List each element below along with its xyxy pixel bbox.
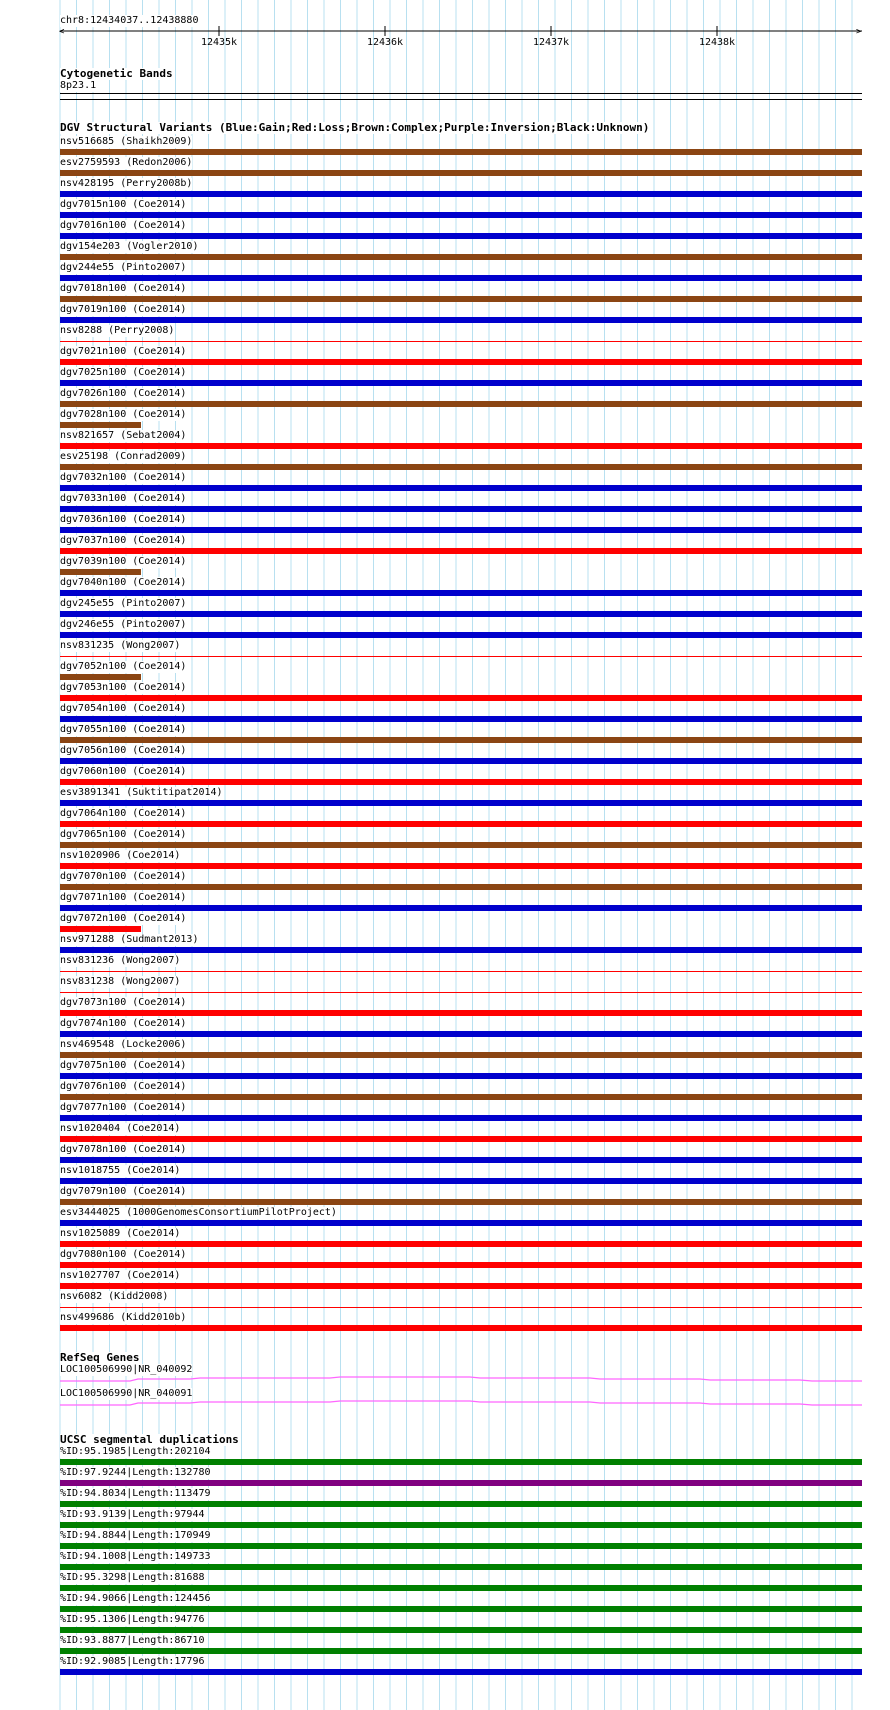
dgv-item-label[interactable]: nsv516685 (Shaikh2009) <box>60 136 193 147</box>
dgv-variant-bar[interactable] <box>60 695 862 701</box>
dgv-item-label[interactable]: dgv154e203 (Vogler2010) <box>60 241 199 252</box>
dgv-variant-bar[interactable] <box>60 1157 862 1163</box>
dgv-variant-bar[interactable] <box>60 926 141 932</box>
segdup-item-label[interactable]: %ID:94.8844|Length:170949 <box>60 1530 211 1541</box>
dgv-item-label[interactable]: nsv1025089 (Coe2014) <box>60 1228 181 1239</box>
dgv-item-label[interactable]: esv3891341 (Suktitipat2014) <box>60 787 223 798</box>
segdup-item-label[interactable]: %ID:97.9244|Length:132780 <box>60 1467 211 1478</box>
dgv-variant-bar[interactable] <box>60 464 862 470</box>
dgv-item-label[interactable]: dgv7037n100 (Coe2014) <box>60 535 187 546</box>
dgv-item-label[interactable]: dgv7060n100 (Coe2014) <box>60 766 187 777</box>
dgv-item-label[interactable]: nsv499686 (Kidd2010b) <box>60 1312 187 1323</box>
segdup-bar[interactable] <box>60 1459 862 1465</box>
dgv-item-label[interactable]: dgv7079n100 (Coe2014) <box>60 1186 187 1197</box>
dgv-variant-bar[interactable] <box>60 1325 862 1331</box>
dgv-variant-bar[interactable] <box>60 527 862 533</box>
dgv-item-label[interactable]: dgv7033n100 (Coe2014) <box>60 493 187 504</box>
segdup-item-label[interactable]: %ID:94.1008|Length:149733 <box>60 1551 211 1562</box>
dgv-item-label[interactable]: dgv7036n100 (Coe2014) <box>60 514 187 525</box>
dgv-variant-bar[interactable] <box>60 656 862 657</box>
dgv-variant-bar[interactable] <box>60 992 862 993</box>
dgv-item-label[interactable]: dgv7021n100 (Coe2014) <box>60 346 187 357</box>
dgv-variant-bar[interactable] <box>60 569 141 575</box>
dgv-item-label[interactable]: dgv7026n100 (Coe2014) <box>60 388 187 399</box>
coordinate-ruler <box>0 0 890 60</box>
dgv-variant-bar[interactable] <box>60 1220 862 1226</box>
segdup-track-title: UCSC segmental duplications <box>60 1433 239 1446</box>
dgv-variant-bar[interactable] <box>60 149 862 155</box>
dgv-item-label[interactable]: dgv7071n100 (Coe2014) <box>60 892 187 903</box>
dgv-variant-bar[interactable] <box>60 590 862 596</box>
dgv-item-label[interactable]: dgv7073n100 (Coe2014) <box>60 997 187 1008</box>
segdup-bar[interactable] <box>60 1564 862 1570</box>
dgv-variant-bar[interactable] <box>60 1094 862 1100</box>
ruler-tick-label: 12436k <box>366 37 404 48</box>
dgv-variant-bar[interactable] <box>60 548 862 554</box>
segdup-bar[interactable] <box>60 1585 862 1591</box>
dgv-variant-bar[interactable] <box>60 1136 862 1142</box>
dgv-item-label[interactable]: dgv7055n100 (Coe2014) <box>60 724 187 735</box>
dgv-item-label[interactable]: dgv245e55 (Pinto2007) <box>60 598 187 609</box>
dgv-variant-bar[interactable] <box>60 1073 862 1079</box>
dgv-item-label[interactable]: dgv7018n100 (Coe2014) <box>60 283 187 294</box>
dgv-item-label[interactable]: dgv7016n100 (Coe2014) <box>60 220 187 231</box>
dgv-variant-bar[interactable] <box>60 233 862 239</box>
dgv-item-label[interactable]: dgv7077n100 (Coe2014) <box>60 1102 187 1113</box>
dgv-variant-bar[interactable] <box>60 254 862 260</box>
dgv-item-label[interactable]: dgv7072n100 (Coe2014) <box>60 913 187 924</box>
segdup-item-label[interactable]: %ID:95.1985|Length:202104 <box>60 1446 211 1457</box>
dgv-variant-bar[interactable] <box>60 506 862 512</box>
dgv-item-label[interactable]: nsv821657 (Sebat2004) <box>60 430 187 441</box>
dgv-item-label[interactable]: dgv7054n100 (Coe2014) <box>60 703 187 714</box>
dgv-item-label[interactable]: dgv7075n100 (Coe2014) <box>60 1060 187 1071</box>
ruler-position-label: chr8:12434037..12438880 <box>60 15 199 26</box>
dgv-item-label[interactable]: dgv7076n100 (Coe2014) <box>60 1081 187 1092</box>
cytoband-label: 8p23.1 <box>60 80 97 91</box>
track-separator <box>60 99 862 100</box>
dgv-variant-bar[interactable] <box>60 971 862 972</box>
dgv-variant-bar[interactable] <box>60 422 141 428</box>
cytoband-track-title: Cytogenetic Bands <box>60 67 173 80</box>
segdup-bar[interactable] <box>60 1543 862 1549</box>
dgv-item-label[interactable]: nsv831235 (Wong2007) <box>60 640 181 651</box>
dgv-variant-bar[interactable] <box>60 1199 862 1205</box>
dgv-variant-bar[interactable] <box>60 1010 862 1016</box>
dgv-variant-bar[interactable] <box>60 1241 862 1247</box>
dgv-item-label[interactable]: dgv7053n100 (Coe2014) <box>60 682 187 693</box>
segdup-item-label[interactable]: %ID:95.1306|Length:94776 <box>60 1614 205 1625</box>
segdup-item-label[interactable]: %ID:95.3298|Length:81688 <box>60 1572 205 1583</box>
dgv-variant-bar[interactable] <box>60 212 862 218</box>
dgv-variant-bar[interactable] <box>60 716 862 722</box>
ruler-tick-label: 12438k <box>698 37 736 48</box>
dgv-item-label[interactable]: dgv7064n100 (Coe2014) <box>60 808 187 819</box>
dgv-variant-bar[interactable] <box>60 1052 862 1058</box>
refseq-track-title: RefSeq Genes <box>60 1351 140 1364</box>
dgv-variant-bar[interactable] <box>60 632 862 638</box>
dgv-variant-bar[interactable] <box>60 1031 862 1037</box>
dgv-item-label[interactable]: nsv6082 (Kidd2008) <box>60 1291 169 1302</box>
dgv-item-label[interactable]: dgv244e55 (Pinto2007) <box>60 262 187 273</box>
dgv-variant-bar[interactable] <box>60 611 862 617</box>
dgv-variant-bar[interactable] <box>60 317 862 323</box>
segdup-bar[interactable] <box>60 1501 862 1507</box>
dgv-variant-bar[interactable] <box>60 359 862 365</box>
dgv-item-label[interactable]: nsv831236 (Wong2007) <box>60 955 181 966</box>
ruler-arrow-right-icon: > <box>856 27 862 37</box>
dgv-variant-bar[interactable] <box>60 485 862 491</box>
dgv-item-label[interactable]: dgv7056n100 (Coe2014) <box>60 745 187 756</box>
dgv-variant-bar[interactable] <box>60 191 862 197</box>
dgv-item-label[interactable]: dgv7025n100 (Coe2014) <box>60 367 187 378</box>
dgv-item-label[interactable]: nsv1020404 (Coe2014) <box>60 1123 181 1134</box>
segdup-bar[interactable] <box>60 1627 862 1633</box>
dgv-item-label[interactable]: dgv7028n100 (Coe2014) <box>60 409 187 420</box>
ruler-tick-label: 12435k <box>200 37 238 48</box>
refseq-gene-label[interactable]: LOC100506990|NR_040092 <box>60 1364 193 1375</box>
dgv-variant-bar[interactable] <box>60 1115 862 1121</box>
dgv-variant-bar[interactable] <box>60 275 862 281</box>
dgv-variant-bar[interactable] <box>60 1178 862 1184</box>
dgv-variant-bar[interactable] <box>60 401 862 407</box>
dgv-variant-bar[interactable] <box>60 443 862 449</box>
dgv-variant-bar[interactable] <box>60 800 862 806</box>
dgv-item-label[interactable]: esv25198 (Conrad2009) <box>60 451 187 462</box>
dgv-item-label[interactable]: dgv7032n100 (Coe2014) <box>60 472 187 483</box>
dgv-item-label[interactable]: nsv831238 (Wong2007) <box>60 976 181 987</box>
cytoband-bar <box>60 93 862 94</box>
segdup-item-label[interactable]: %ID:92.9085|Length:17796 <box>60 1656 205 1667</box>
refseq-gene-label[interactable]: LOC100506990|NR_040091 <box>60 1388 193 1399</box>
segdup-bar[interactable] <box>60 1480 862 1486</box>
dgv-item-label[interactable]: dgv246e55 (Pinto2007) <box>60 619 187 630</box>
dgv-item-label[interactable]: dgv7040n100 (Coe2014) <box>60 577 187 588</box>
segdup-item-label[interactable]: %ID:94.8034|Length:113479 <box>60 1488 211 1499</box>
dgv-item-label[interactable]: dgv7015n100 (Coe2014) <box>60 199 187 210</box>
segdup-item-label[interactable]: %ID:94.9066|Length:124456 <box>60 1593 211 1604</box>
dgv-item-label[interactable]: dgv7080n100 (Coe2014) <box>60 1249 187 1260</box>
dgv-item-label[interactable]: nsv469548 (Locke2006) <box>60 1039 187 1050</box>
ruler-arrow-left-icon: < <box>59 27 65 37</box>
dgv-variant-bar[interactable] <box>60 737 862 743</box>
dgv-variant-bar[interactable] <box>60 758 862 764</box>
dgv-item-label[interactable]: dgv7074n100 (Coe2014) <box>60 1018 187 1029</box>
dgv-item-label[interactable]: esv2759593 (Redon2006) <box>60 157 193 168</box>
dgv-item-label[interactable]: nsv1020906 (Coe2014) <box>60 850 181 861</box>
dgv-item-label[interactable]: dgv7078n100 (Coe2014) <box>60 1144 187 1155</box>
dgv-variant-bar[interactable] <box>60 842 862 848</box>
dgv-item-label[interactable]: nsv971288 (Sudmant2013) <box>60 934 199 945</box>
dgv-item-label[interactable]: dgv7070n100 (Coe2014) <box>60 871 187 882</box>
dgv-item-label[interactable]: nsv8288 (Perry2008) <box>60 325 175 336</box>
dgv-item-label[interactable]: dgv7039n100 (Coe2014) <box>60 556 187 567</box>
dgv-variant-bar[interactable] <box>60 341 862 342</box>
dgv-variant-bar[interactable] <box>60 1262 862 1268</box>
dgv-item-label[interactable]: dgv7019n100 (Coe2014) <box>60 304 187 315</box>
dgv-variant-bar[interactable] <box>60 1307 862 1308</box>
dgv-variant-bar[interactable] <box>60 884 862 890</box>
segdup-bar[interactable] <box>60 1669 862 1675</box>
dgv-variant-bar[interactable] <box>60 821 862 827</box>
dgv-variant-bar[interactable] <box>60 1283 862 1289</box>
dgv-variant-bar[interactable] <box>60 170 862 176</box>
ruler-tick-label: 12437k <box>532 37 570 48</box>
dgv-variant-bar[interactable] <box>60 296 862 302</box>
dgv-item-label[interactable]: dgv7052n100 (Coe2014) <box>60 661 187 672</box>
segdup-bar[interactable] <box>60 1648 862 1654</box>
dgv-item-label[interactable]: esv3444025 (1000GenomesConsortiumPilotProject) <box>60 1207 337 1218</box>
dgv-track-title: DGV Structural Variants (Blue:Gain;Red:Loss;Brown:Complex;Purple:Inversion;Black:Unknown) <box>60 121 650 134</box>
segdup-item-label[interactable]: %ID:93.8877|Length:86710 <box>60 1635 205 1646</box>
dgv-variant-bar[interactable] <box>60 779 862 785</box>
segdup-bar[interactable] <box>60 1522 862 1528</box>
dgv-variant-bar[interactable] <box>60 863 862 869</box>
dgv-variant-bar[interactable] <box>60 947 862 953</box>
dgv-item-label[interactable]: nsv1027707 (Coe2014) <box>60 1270 181 1281</box>
segdup-bar[interactable] <box>60 1606 862 1612</box>
dgv-variant-bar[interactable] <box>60 380 862 386</box>
dgv-variant-bar[interactable] <box>60 905 862 911</box>
dgv-item-label[interactable]: nsv428195 (Perry2008b) <box>60 178 193 189</box>
dgv-item-label[interactable]: dgv7065n100 (Coe2014) <box>60 829 187 840</box>
dgv-item-label[interactable]: nsv1018755 (Coe2014) <box>60 1165 181 1176</box>
segdup-item-label[interactable]: %ID:93.9139|Length:97944 <box>60 1509 205 1520</box>
dgv-variant-bar[interactable] <box>60 674 141 680</box>
